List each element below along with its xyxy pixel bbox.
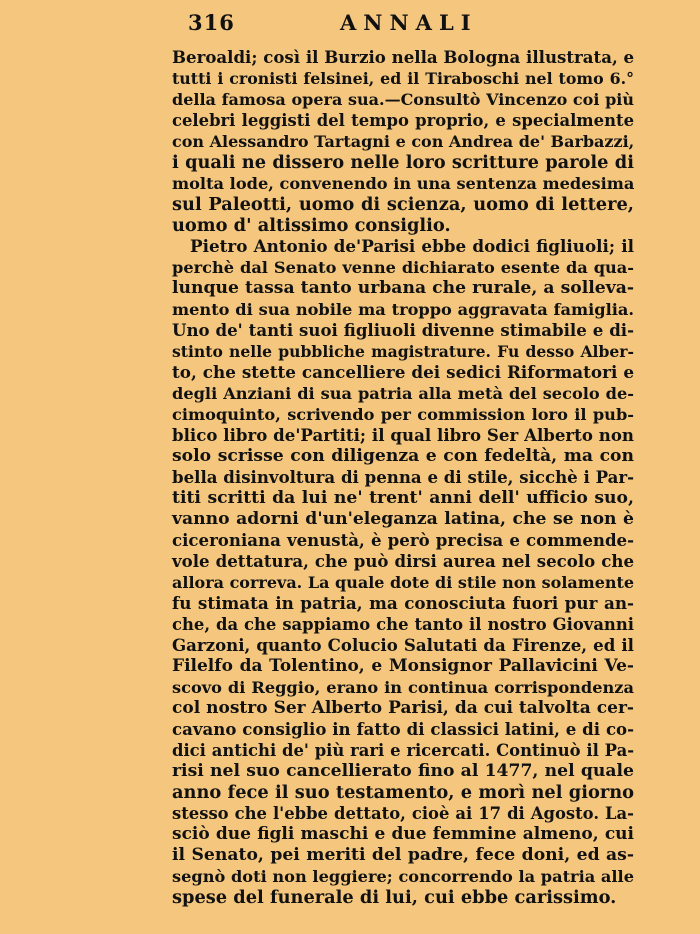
body-text [172,47,634,908]
text-line: i quali ne dissero nelle loro scritture parole di [172,152,634,173]
text-line: bella disinvoltura di penna e di stile, sicchè i Par- [172,467,634,487]
text-line: mento di sua nobile ma troppo aggravata famiglia. [172,300,634,319]
text-line: che, da che sappiamo che tanto il nostro Giovanni [172,615,634,634]
text-line: to, che stette cancelliere dei sedici Riformatori e [172,362,634,382]
text-line: spese del funerale di lui, cui ebbe carissimo. [172,887,617,908]
text-line: molta lode, convenendo in una sentenza medesima [172,174,635,193]
text-line: risi nel suo cancellierato fino al 1477, nel quale [172,761,634,781]
page-number: 316 [188,10,235,35]
text-line: tutti i cronisti felsinei, ed il Tiraboschi nel tomo 6.° [172,69,634,88]
text-line: sul Paleotti, uomo di scienza, uomo di lettere, [172,194,634,215]
text-line: titi scritti da lui ne' trent' anni dell' ufficio suo, [172,488,634,508]
text-line: Uno de' tanti suoi figliuoli divenne stimabile e di- [172,320,634,340]
text-line: allora correva. La quale dote di stile non solamente [172,573,635,592]
text-line: il Senato, pei meriti del padre, fece doni, ed as- [172,845,634,865]
text-line: Beroaldi; così il Burzio nella Bologna illustrata, e [172,47,635,67]
text-line: perchè dal Senato venne dichiarato esente da qua- [172,258,634,277]
text-line: vole dettatura, che può dirsi aurea nel secolo che [172,551,634,571]
text-line: segnò doti non leggiere; concorrendo la patria alle [172,867,634,886]
text-line: fu stimata in patria, ma conosciuta fuori pur an- [172,593,634,613]
text-line: solo scrisse con diligenza e con fedeltà, ma con [172,446,634,466]
text-line: celebri leggisti del tempo proprio, e specialmente [172,111,634,130]
running-head: ANNALI [340,10,478,35]
text-line: blico libro de'Partiti; il qual libro Ser Alberto non [172,425,634,445]
text-line: Garzoni, quanto Colucio Salutati da Firenze, ed il [172,635,634,655]
text-line: stinto nelle pubbliche magistrature. Fu desso Alber- [172,342,634,361]
text-line: dici antichi de' più rari e ricercati. Continuò il Pa- [172,741,634,760]
text-line: degli Anziani di sua patria alla metà del secolo de- [172,384,634,403]
text-line: sciò due figli maschi e due femmine almeno, cui [172,824,634,844]
text-line: uomo d' altissimo consiglio. [172,215,451,236]
text-line: cimoquinto, scrivendo per commission loro il pub- [172,405,634,424]
text-line: lunque tassa tanto urbana che rurale, a solleva- [172,278,634,298]
text-line: con Alessandro Tartagni e con Andrea de' Barbazzi, [172,132,635,151]
text-line: Filelfo da Tolentino, e Monsignor Pallavicini Ve- [172,656,634,676]
text-line: ciceroniana venustà, è però precisa e commende- [172,530,634,550]
text-line: col nostro Ser Alberto Parisi, da cui talvolta cer- [172,698,634,718]
text-line: stesso che l'ebbe dettato, cioè ai 17 di Agosto. La- [172,804,634,823]
text-line: Pietro Antonio de'Parisi ebbe dodici figliuoli; il [190,236,634,256]
text-line: vanno adorni d'un'eleganza latina, che se non è [172,509,634,529]
text-line: cavano consiglio in fatto di classici latini, e di co- [172,719,634,739]
page-header [188,10,638,38]
text-line: anno fece il suo testamento, e morì nel giorno [172,782,634,803]
text-line: scovo di Reggio, erano in continua corrispondenza [172,678,634,697]
text-line: della famosa opera sua.—Consultò Vincenzo coi più [172,90,634,109]
